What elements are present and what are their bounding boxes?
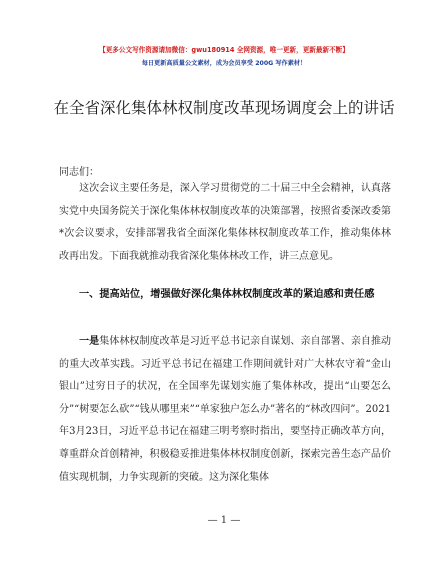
promo-banner-line-2: 每日更新高质量公文素材，成为会员享受 200G 写作素材！	[141, 60, 307, 67]
body-paragraph-2-text: 集体林权制度改革是习近平总书记亲自谋划、亲自部署、亲自推动的重大改革实践。习近平总书记在福建工作期间就针对广大林农守着“金山银山”过穷日子的状况，在全国率先谋划实施了集体林改，提出“山要怎么分”“树要怎么砍”“钱从哪里来”“单家独户怎么办”著名的“林改四问”。2021年3月23日，习近平总书记在福建三明考察时指出，要坚持正确改革方向，尊重群众首创精神，积极稳妥推进集体林权制度创新，探索完善生态产品价值实现机制，力争实现新的突破。这为深化集体	[59, 336, 392, 483]
section-heading-1	[59, 284, 391, 307]
body-paragraph-2	[59, 331, 391, 489]
paragraph-lead-bold: 一是	[79, 336, 100, 347]
intro-paragraph	[59, 178, 391, 268]
salutation: 同志们：	[59, 167, 99, 178]
section-heading-1-text: 一、提高站位，增强做好深化集体林权制度改革的紧迫感和责任感	[79, 289, 375, 300]
document-title: 在全省深化集体林权制度改革现场调度会上的讲话	[53, 99, 395, 117]
page-number: — 1 —	[207, 515, 241, 526]
promo-banner-line-1: 【更多公文写作资源请加微信：gwu180914 全网资源，唯一更新，更新最新不断】	[99, 46, 349, 54]
intro-paragraph-text: 这次会议主要任务是，深入学习贯彻党的二十届三中全会精神，认真落实党中央国务院关于深化集体林权制度改革的决策部署，按照省委深改委第*次会议要求，安排部署我省全面深化集体林权制度改革工作，推动集体林改再出发。下面我就推动我省深化集体林改工作，讲三点意见。	[59, 183, 391, 262]
